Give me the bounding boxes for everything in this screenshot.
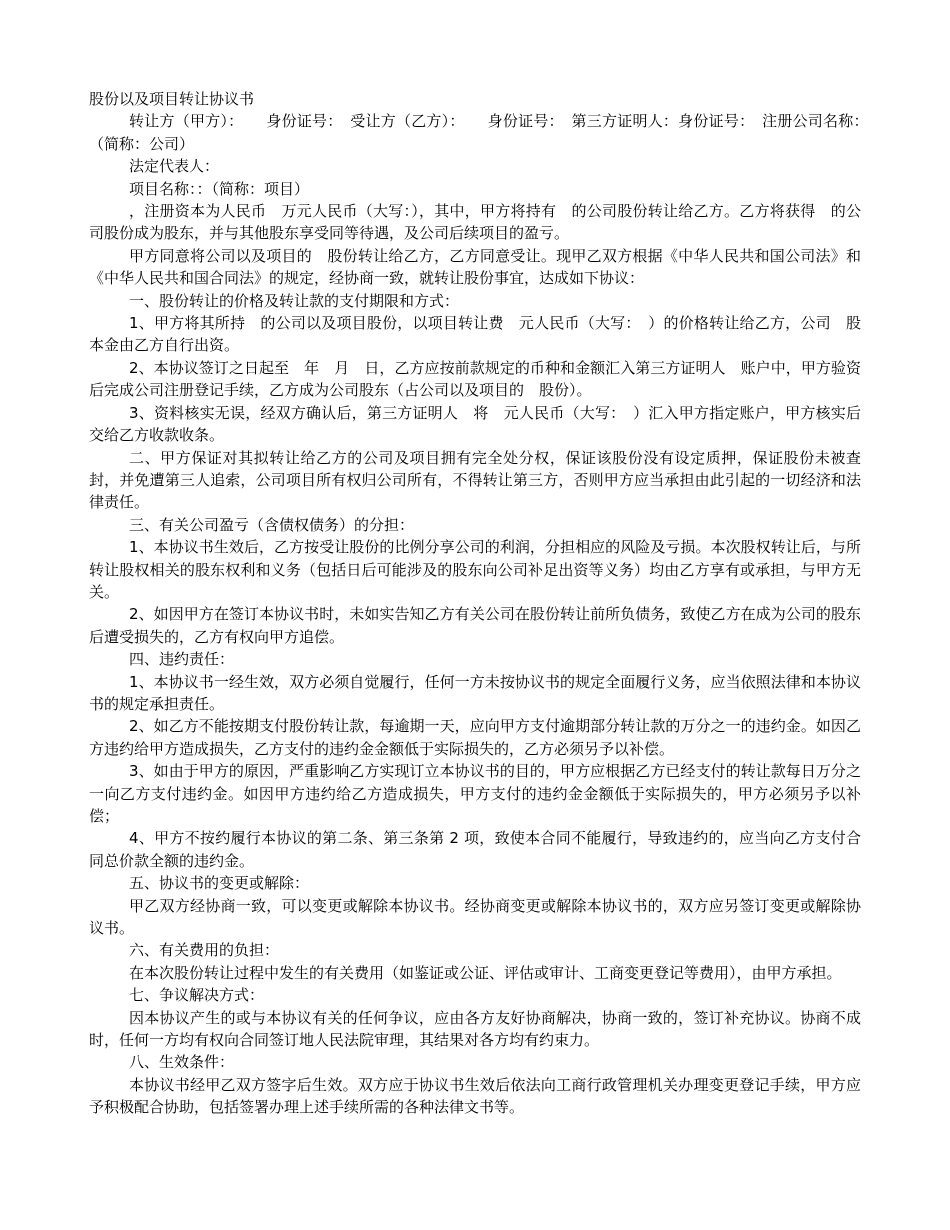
legal-representative-line: 法定代表人：	[129, 157, 220, 176]
section-4-heading: 四、违约责任：	[129, 650, 235, 669]
section-1-clause-2: 2、本协议签订之日起至 年 月 日，乙方应按前款规定的币种和金额汇入第三方证明人 账户中，甲方验资后完成公司注册登记手续，乙方成为公司股东（占公司以及项目的 股份）。	[89, 358, 861, 400]
section-5-paragraph: 甲乙双方经协商一致，可以变更或解除本协议书。经协商变更或解除本协议书的，双方应另签订变更或解除协议书。	[89, 896, 861, 938]
section-1-clause-1: 1、甲方将其所持 的公司以及项目股份，以项目转让费 元人民币（大写： ）的价格转让给乙方，公司 股本金由乙方自行出资。	[89, 314, 861, 355]
section-1-clause-3: 3、资料核实无误，经双方确认后，第三方证明人 将 元人民币（大写： ）汇入甲方指定账户，甲方核实后交给乙方收款收条。	[89, 403, 861, 445]
section-3-clause-1: 1、本协议书生效后，乙方按受让股份的比例分享公司的利润，分担相应的风险及亏损。本次股权转让后，与所转让股权相关的股东权利和义务（包括日后可能涉及的股东向公司补足出资等义务）均由乙方享有或承担，与甲方无关。	[89, 538, 861, 601]
section-6-paragraph: 在本次股份转让过程中发生的有关费用（如鉴证或公证、评估或审计、工商变更登记等费用），由甲方承担。	[129, 963, 842, 982]
section-3-heading: 三、有关公司盈亏（含债权债务）的分担：	[129, 515, 415, 534]
document-page	[89, 88, 877, 1119]
section-3-clause-2: 2、如因甲方在签订本协议书时，未如实告知乙方有关公司在股份转让前所负债务，致使乙方在成为公司的股东后遭受损失的，乙方有权向甲方追偿。	[89, 605, 861, 646]
section-7-heading: 七、争议解决方式：	[129, 986, 265, 1005]
section-7-paragraph: 因本协议产生的或与本协议有关的任何争议，应由各方友好协商解决，协商一致的，签订补充协议。协商不成时，任何一方均有权向合同签订地人民法院审理，其结果对各方均有约束力。	[89, 1008, 861, 1050]
project-name-line: 项目名称：：（简称：项目）	[129, 179, 310, 198]
parties-line: 转让方（甲方）： 身份证号： 受让方（乙方）： 身份证号： 第三方证明人：身份证号： 注册公司名称： （简称：公司）	[89, 112, 877, 153]
section-4-clause-2: 2、如乙方不能按期支付股份转让款，每逾期一天，应向甲方支付逾期部分转让款的万分之一的违约金。如因乙方违约给甲方造成损失，乙方支付的违约金金额低于实际损失的，乙方必须另予以补偿。	[89, 717, 861, 758]
section-4-clause-3: 3、如由于甲方的原因，严重影响乙方实现订立本协议书的目的，甲方应根据乙方已经支付的转让款每日万分之一向乙方支付违约金。如因甲方违约给乙方造成损失，甲方支付的违约金金额低于实际损失的，甲方必须另予以补偿；	[89, 762, 861, 825]
section-2-paragraph: 二、甲方保证对其拟转让给乙方的公司及项目拥有完全处分权，保证该股份没有设定质押，保证股份未被查封，并免遭第三人追索，公司项目所有权归公司所有，不得转让第三方，否则甲方应当承担由此引起的一切经济和法律责任。	[89, 448, 861, 512]
section-1-heading: 一、股份转让的价格及转让款的支付期限和方式：	[129, 291, 460, 310]
agreement-preamble: 甲方同意将公司以及项目的 股份转让给乙方，乙方同意受让。现甲乙双方根据《中华人民共和国公司法》和《中华人民共和国合同法》的规定，经协商一致，就转让股份事宜，达成如下协议：	[89, 246, 861, 288]
section-4-clause-4: 4、甲方不按约履行本协议的第二条、第三条第 2 项，致使本合同不能履行，导致违约的，应当向乙方支付合同总价款全额的违约金。	[89, 829, 861, 870]
section-4-clause-1: 1、本协议书一经生效，双方必须自觉履行，任何一方未按协议书的规定全面履行义务，应当依照法律和本协议书的规定承担责任。	[89, 672, 861, 713]
section-8-paragraph: 本协议书经甲乙双方签字后生效。双方应于协议书生效后依法向工商行政管理机关办理变更登记手续，甲方应予积极配合协助，包括签署办理上述手续所需的各种法律文书等。	[89, 1075, 861, 1117]
section-6-heading: 六、有关费用的负担：	[129, 941, 280, 960]
document-title: 股份以及项目转让协议书	[89, 90, 255, 108]
section-5-heading: 五、协议书的变更或解除：	[129, 874, 310, 893]
section-8-heading: 八、生效条件：	[129, 1053, 235, 1072]
registered-capital-paragraph: ，注册资本为人民币 万元人民币（大写：），其中，甲方将持有 的公司股份转让给乙方。乙方将获得 的公司股份成为股东，并与其他股东享受同等待遇，及公司后续项目的盈亏。	[89, 202, 861, 243]
